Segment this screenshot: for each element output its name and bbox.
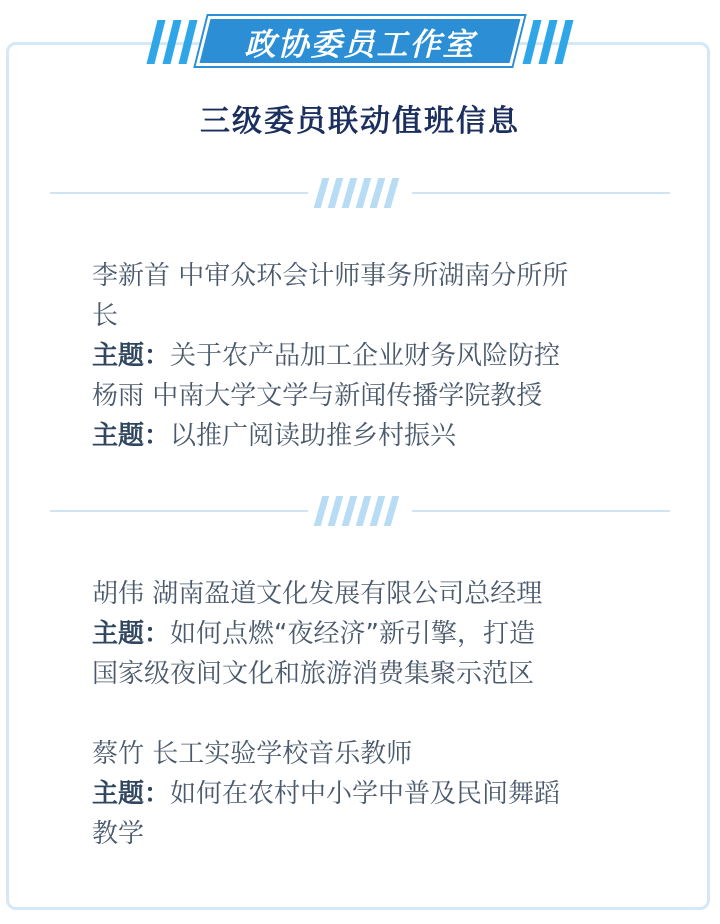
member-line: 蔡竹 长工实验学校音乐教师 — [92, 739, 413, 769]
banner-stripe — [555, 20, 574, 64]
topic-label: 主题： — [92, 421, 171, 451]
banner-stripe — [147, 20, 166, 64]
divider-bar — [384, 496, 400, 526]
duty-group-1 — [92, 256, 652, 456]
topic-line — [92, 614, 652, 654]
member-line: 胡伟 湖南盈道文化发展有限公司总经理 — [92, 579, 543, 609]
banner-stripe — [163, 20, 182, 64]
spacer — [92, 694, 652, 734]
header-banner — [148, 14, 572, 70]
topic-continuation: 教学 — [92, 819, 145, 849]
divider-line — [50, 510, 308, 512]
section-divider — [50, 496, 670, 526]
topic-label: 主题： — [92, 779, 171, 809]
divider-bar — [356, 496, 372, 526]
divider-line — [412, 192, 670, 194]
divider-bar — [356, 178, 372, 208]
banner-stripe — [539, 20, 558, 64]
divider-bar — [328, 496, 344, 526]
divider-line — [50, 192, 308, 194]
divider-bar — [384, 178, 400, 208]
divider-bar — [328, 178, 344, 208]
topic-text: 以推广阅读助推乡村振兴 — [170, 421, 457, 451]
member-line: 长 — [92, 301, 119, 331]
topic-continuation: 国家级夜间文化和旅游消费集聚示范区 — [92, 659, 535, 689]
divider-bar — [342, 496, 358, 526]
banner-title: 政协委员工作室 — [244, 26, 476, 63]
divider-bar — [370, 496, 386, 526]
page-subtitle: 三级委员联动值班信息 — [200, 104, 520, 139]
banner-stripe — [523, 20, 542, 64]
topic-line — [92, 774, 652, 814]
member-line: 杨雨 中南大学文学与新闻传播学院教授 — [92, 381, 543, 411]
topic-label: 主题： — [92, 341, 171, 371]
topic-text: 如何在农村中小学中普及民间舞蹈 — [170, 779, 561, 809]
topic-text: 关于农产品加工企业财务风险防控 — [170, 341, 561, 371]
duty-group-2 — [92, 574, 652, 854]
divider-line — [412, 510, 670, 512]
topic-text: 如何点燃“夜经济”新引擎，打造 — [170, 619, 535, 649]
divider-bar — [370, 178, 386, 208]
divider-bar — [314, 496, 330, 526]
topic-line — [92, 336, 652, 376]
topic-line — [92, 416, 652, 456]
member-line: 李新首 中审众环会计师事务所湖南分所所 — [92, 261, 569, 291]
banner-stripe — [179, 20, 198, 64]
topic-label: 主题： — [92, 619, 171, 649]
section-divider — [50, 178, 670, 208]
divider-bar — [314, 178, 330, 208]
divider-bar — [342, 178, 358, 208]
